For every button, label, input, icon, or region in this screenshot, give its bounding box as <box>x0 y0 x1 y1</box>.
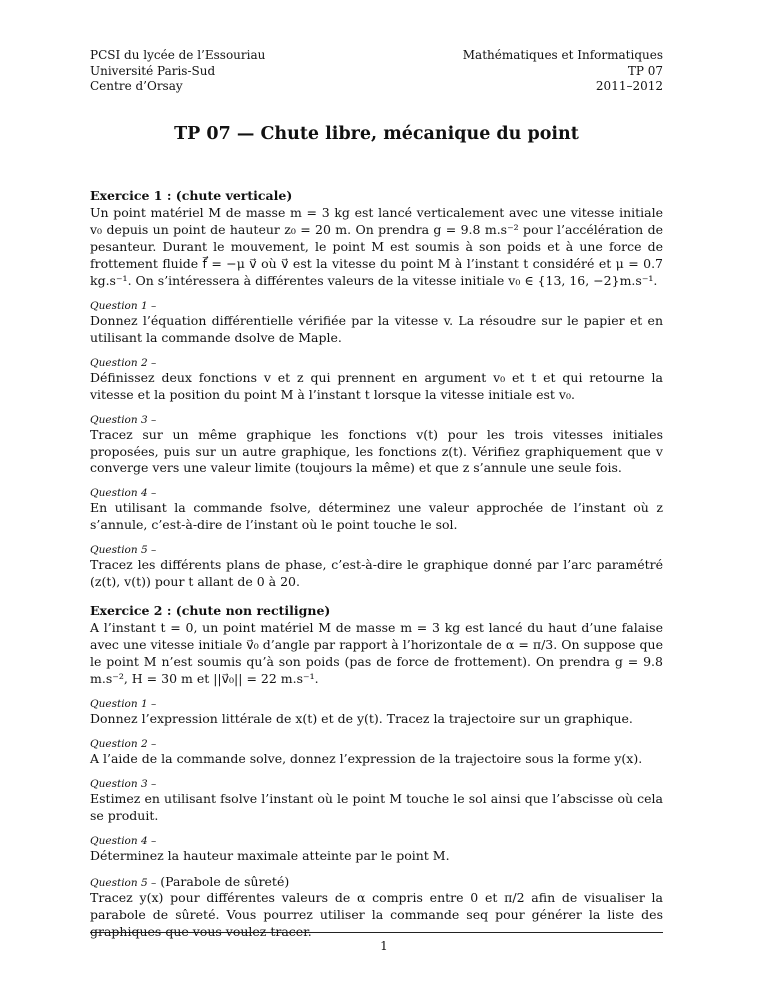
university-line: Université Paris-Sud <box>90 63 216 78</box>
question-label: Question 1 – <box>90 299 157 312</box>
question-text: Tracez sur un même graphique les fonctions v(t) pour les trois vitesses initiales proposées, puis sur un autre graphique, les fonctions z(t). Vérifiez graphiquement que v converge vers une valeur limite (toujours la même) et que z s’annule une seule fois. <box>90 426 663 476</box>
question-text: Déterminez la hauteur maximale atteinte par le point M. <box>90 847 450 863</box>
page-header <box>90 48 663 95</box>
question-label: Question 3 – <box>90 413 157 426</box>
page-title: TP 07 — Chute libre, mécanique du point <box>174 123 579 144</box>
footer-rule <box>90 932 663 933</box>
question-text: Tracez les différents plans de phase, c’est-à-dire le graphique donné par l’arc paramétré (z(t), v(t)) pour t allant de 0 à 20. <box>90 557 663 590</box>
question-text: Donnez l’équation différentielle vérifiée par la vitesse v. La résoudre sur le papier et en utilisant la commande dsolve de Maple. <box>90 312 663 345</box>
question-label: Question 2 – <box>90 737 157 750</box>
question-text: A l’aide de la commande solve, donnez l’expression de la trajectoire sous la forme y(x). <box>90 750 643 766</box>
exercise-heading: Exercice 2 : (chute non rectiligne) <box>90 603 331 619</box>
question-label: Question 5 – (Parabole de sûreté) <box>90 873 290 889</box>
exercise-heading: Exercice 1 : (chute verticale) <box>90 188 293 204</box>
year-line: 2011–2012 <box>595 79 663 94</box>
center-line: Centre d’Orsay <box>90 79 183 94</box>
question-text: En utilisant la commande fsolve, déterminez une valeur approchée de l’instant où z s’annule, c’est-à-dire de l’instant où le point touche le sol. <box>90 500 663 533</box>
question-label: Question 5 – <box>90 544 157 557</box>
question-label: Question 3 – <box>90 777 157 790</box>
question-label: Question 4 – <box>90 834 157 847</box>
exercise-1 <box>90 188 663 591</box>
exercise-2 <box>90 603 663 941</box>
tp-number-line: TP 07 <box>627 63 663 78</box>
header-right <box>463 48 663 95</box>
question-text: Estimez en utilisant fsolve l’instant où le point M touche le sol ainsi que l’abscisse où cela se produit. <box>90 790 663 823</box>
page-number: 1 <box>380 939 388 953</box>
question-text: Donnez l’expression littérale de x(t) et de y(t). Tracez la trajectoire sur un graphique. <box>90 710 633 726</box>
question-label: Question 2 – <box>90 356 157 369</box>
exercise-intro: Un point matériel M de masse m = 3 kg est lancé verticalement avec une vitesse initiale v₀ depuis un point de hauteur z₀ = 20 m. On prendra g = 9.8 m.s⁻² pour l’accélération de pesanteur. Durant le mouvement, le point M est soumis à son poids et à une force de frottement fluide f⃗ = −μ v⃗ où v⃗ est la vitesse du point M à l’instant t considéré et μ = 0.7 kg.s⁻¹. On s’intéressera à différentes valeurs de la vitesse initiale v₀ ∈ {13, 16, −2}m.s⁻¹. <box>90 205 663 288</box>
question-label: Question 4 – <box>90 487 157 500</box>
question-note: (Parabole de sûreté) <box>156 873 290 889</box>
question-text: Tracez y(x) pour différentes valeurs de α compris entre 0 et π/2 afin de visualiser la parabole de sûreté. Vous pourrez utiliser la commande seq pour générer la liste des graphiques que vous voulez tracer. <box>90 890 663 940</box>
institution-line: PCSI du lycée de l’Essouriau <box>90 48 266 62</box>
question-label: Question 1 – <box>90 697 157 710</box>
exercise-intro: A l’instant t = 0, un point matériel M de masse m = 3 kg est lancé du haut d’une falaise avec une vitesse initiale v⃗₀ d’angle par rapport à l’horizontale de α = π/3. On suppose que le point M n’est soumis qu’à son poids (pas de force de frottement). On prendra g = 9.8 m.s⁻², H = 30 m et ||v⃗₀|| = 22 m.s⁻¹. <box>90 620 663 686</box>
question-text: Définissez deux fonctions v et z qui prennent en argument v₀ et t et qui retourne la vitesse et la position du point M à l’instant t lorsque la vitesse initiale est v₀. <box>90 369 663 402</box>
document-page <box>90 48 663 953</box>
header-left <box>90 48 265 95</box>
course-line: Mathématiques et Informatiques <box>462 48 663 62</box>
